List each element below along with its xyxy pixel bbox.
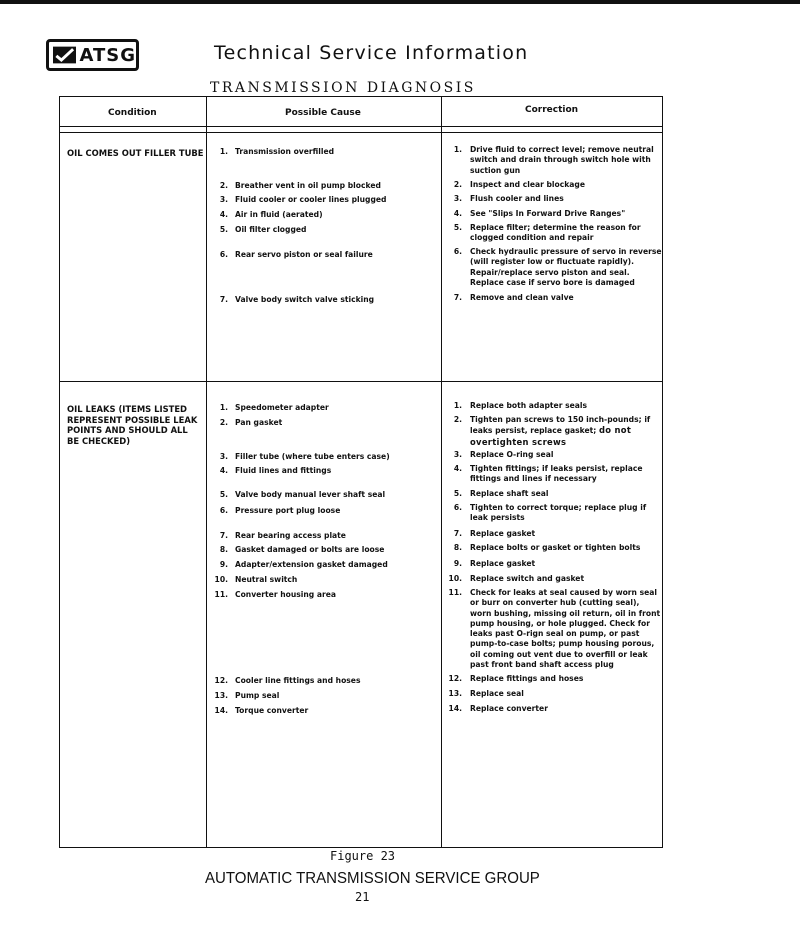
column-divider	[206, 97, 207, 847]
logo-text: ATSG	[79, 44, 136, 66]
section-divider	[60, 381, 662, 382]
page-number: 21	[355, 890, 370, 904]
warning-emphasis: do not overtighten screws	[470, 425, 632, 447]
diagnosis-table: Condition Possible Cause Correction OIL COMES OUT FILLER TUBE 1. Transmission overfilled 2. Breather vent in oil pump blocked 3. Fluid cooler or cooler lines plugged 4. Air in fluid (aerated) 5. Oil filter clogged 6. Rear servo piston or seal failure 7. Valve body switch valve sticking 1. Drive fluid to correct level; remove neutral switch and drain through switch hole with suction gun 2. Inspect and clear blockage 3. Flush cooler and lines 4. See "Slips In Forward Drive Ranges" 5. Replace filter; determine the reason for clogged condition and repair 6. Check hydraulic pressure of servo in reverse (will register low or fluctuate rapidly). Repair/replace servo piston and seal. Replace case if servo bore is damaged 7. Remove and clean valve OIL LEAKS (ITEMS LISTED REPRESENT POSSIBLE LEAK POINTS AND SHOULD ALL BE CHECKED) 1. Speedometer adapter 2. Pan gasket 3. Filler tube (where tube enters case) 4. Fluid lines and fittings 5. Valve body manual lever shaft seal 6. Pressure port plug loose 7. Rear bearing access plate 8. Gasket damaged or bolts are loose 9. Adapter/extension gasket damaged 10. Neutral switch 11. Converter housing area 12. Cooler line fittings and hoses 13. Pump seal 14. Torque converter 1. Replace both adapter seals 2. Tighten pan screws to 150 inch-pounds; if leaks persist, replace gasket; do not overtighten screws 3. Replace O-ring seal 4. Tighten fittings; if leaks persist, replace fittings and lines if necessary 5. Replace shaft seal 6. Tighten to correct torque; replace plug if leak persists 7. Replace gasket 8. Replace bolts or gasket or tighten bolts 9. Replace gasket 10. Replace switch and gasket 11. Check for leaks at seal caused by worn seal or burr on converter hub (cutting seal), worn bushing, missing oil return, oil in front pump housing, or hole plugged. Check for leaks past O-rign seal on pump, or past pump-to-case bolts; pump housing porous, oil coming out vent due to overfill or leak past front band shaft access plug 12. Replace fittings and hoses 13. Replace seal 14. Replace converter	[59, 96, 663, 848]
condition-oil-leaks: OIL LEAKS (ITEMS LISTED REPRESENT POSSIBLE LEAK POINTS AND SHOULD ALL BE CHECKED)	[67, 404, 198, 446]
column-header-correction: Correction	[525, 105, 579, 115]
check-mark-icon	[53, 45, 76, 65]
document-heading: TRANSMISSION DIAGNOSIS	[210, 80, 476, 96]
column-header-cause: Possible Cause	[285, 108, 361, 118]
atsg-logo	[46, 39, 139, 71]
column-header-condition: Condition	[108, 108, 157, 118]
column-divider	[441, 97, 442, 847]
header-title: Technical Service Information	[214, 42, 529, 64]
condition-oil-filler-tube: OIL COMES OUT FILLER TUBE	[67, 148, 204, 158]
figure-caption: Figure 23	[330, 849, 396, 863]
header-divider	[60, 126, 662, 127]
header-divider	[60, 132, 662, 133]
top-border-line	[0, 0, 800, 4]
organization-name: AUTOMATIC TRANSMISSION SERVICE GROUP	[205, 870, 540, 887]
